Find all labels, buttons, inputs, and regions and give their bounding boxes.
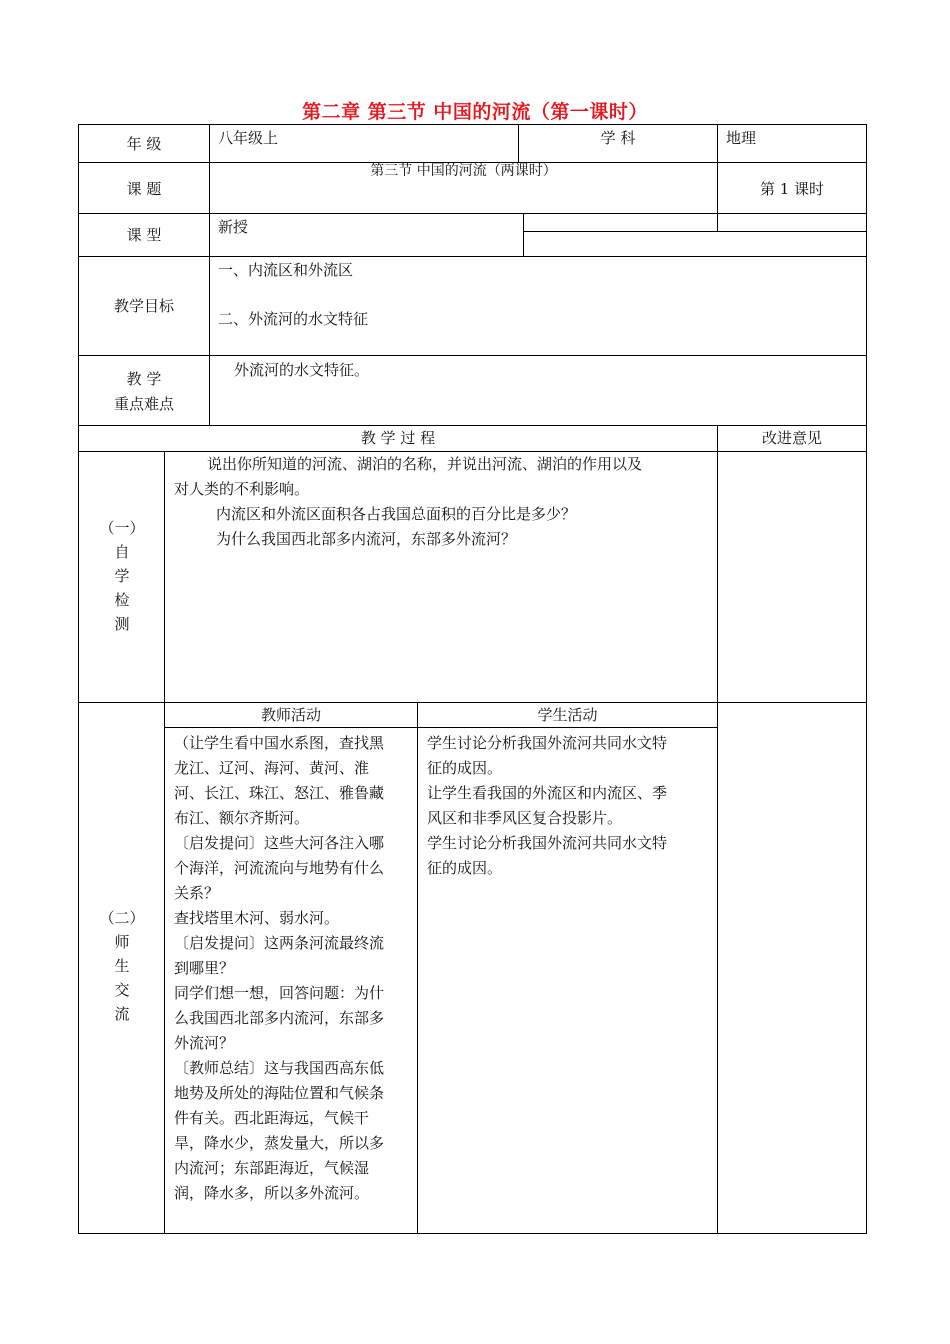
focus-value: 外流河的水文特征。: [234, 361, 370, 379]
teacher-line: 旱，降水少，蒸发量大，所以多: [174, 1134, 385, 1152]
focus-label: 教 学: [126, 370, 162, 388]
student-activity-text: [427, 731, 667, 881]
teacher-line: 关系？: [174, 884, 220, 902]
teacher-line: 么我国西北部多内流河，东部多: [174, 1009, 385, 1027]
section1-label-char: 检: [114, 591, 130, 609]
section2-label-char: 交: [114, 981, 130, 999]
row-divider: [164, 727, 717, 728]
column-divider: [717, 425, 718, 1234]
teacher-line: 河、长江、珠江、怒江、雅鲁藏: [174, 784, 385, 802]
teacher-line: 个海洋，河流流向与地势有什么: [174, 859, 385, 877]
student-line: 征的成因。: [427, 759, 503, 777]
teacher-line: 〔启发提问〕这些大河各注入哪: [174, 834, 385, 852]
row-divider: [523, 231, 867, 232]
subject-label: 学 科: [600, 129, 636, 147]
section2-label: [79, 906, 165, 1026]
section2-label-char: 师: [114, 933, 130, 951]
student-line: 风区和非季风区复合投影片。: [427, 809, 623, 827]
section1-label-char: 测: [114, 615, 130, 633]
subject-value: 地理: [726, 129, 757, 147]
teacher-line: 地势及所处的海陆位置和气候条: [174, 1084, 385, 1102]
period-value: 第 1 课时: [759, 180, 825, 198]
row-divider: [78, 256, 867, 257]
process-header: 教 学 过 程: [360, 429, 436, 447]
lesson-label: 课 题: [126, 180, 162, 198]
teacher-line: 内流河；东部距海近，气候湿: [174, 1159, 370, 1177]
teacher-line: 件有关。西北距海远，气候干: [174, 1109, 370, 1127]
row-divider: [78, 425, 867, 426]
type-value: 新授: [218, 218, 249, 236]
document-title: 第二章 第三节 中国的河流（第一课时）: [302, 101, 648, 123]
teacher-line: 布江、额尔齐斯河。: [174, 809, 310, 827]
teacher-line: 龙江、辽河、海河、黄河、淮: [174, 759, 370, 777]
teacher-line: 外流河？: [174, 1034, 235, 1052]
grade-value: 八年级上: [218, 129, 279, 147]
section1-label: [79, 516, 165, 636]
student-line: 让学生看我国的外流区和内流区、季: [427, 784, 668, 802]
teacher-activity-header: 教师活动: [260, 706, 321, 724]
teacher-line: 查找塔里木河、弱水河。: [174, 909, 340, 927]
row-divider: [78, 702, 867, 703]
section1-line: 说出你所知道的河流、湖泊的名称，并说出河流、湖泊的作用以及: [207, 455, 643, 473]
focus-label: 重点难点: [113, 395, 174, 413]
column-divider: [717, 124, 718, 232]
student-line: 征的成因。: [427, 859, 503, 877]
column-divider: [523, 213, 524, 256]
table-border-right: [866, 124, 867, 1234]
teacher-line: 同学们想一想，回答问题：为什: [174, 984, 385, 1002]
type-label: 课 型: [126, 226, 162, 244]
section1-label-char: 学: [114, 567, 130, 585]
suggestion-header: 改进意见: [761, 429, 822, 447]
row-divider: [78, 213, 867, 214]
section1-label-char: （一）: [99, 519, 145, 537]
section2-label-char: （二）: [99, 909, 145, 927]
teacher-line: 〔启发提问〕这两条河流最终流: [174, 934, 385, 952]
table-border-bottom: [78, 1233, 867, 1234]
teacher-line: 到哪里？: [174, 959, 235, 977]
section1-label-char: 自: [114, 543, 130, 561]
section2-label-char: 流: [114, 1005, 130, 1023]
section1-line: 内流区和外流区面积各占我国总面积的百分比是多少？: [216, 505, 577, 523]
row-divider: [78, 355, 867, 356]
teacher-line: （让学生看中国水系图，查找黑: [174, 734, 385, 752]
goal-item: 二、外流河的水文特征: [218, 310, 369, 328]
table-border-top: [78, 124, 867, 125]
teacher-line: 〔教师总结〕这与我国西高东低: [174, 1059, 385, 1077]
column-divider: [417, 702, 418, 1234]
row-divider: [78, 451, 867, 452]
student-activity-header: 学生活动: [537, 706, 598, 724]
student-line: 学生讨论分析我国外流河共同水文特: [427, 834, 668, 852]
section2-label-char: 生: [114, 957, 130, 975]
table-border-left: [78, 124, 79, 1234]
section1-line: 对人类的不利影响。: [174, 480, 310, 498]
lesson-value: 第三节 中国的河流（两课时）: [370, 163, 557, 179]
teacher-line: 润，降水多，所以多外流河。: [174, 1184, 370, 1202]
student-line: 学生讨论分析我国外流河共同水文特: [427, 734, 668, 752]
teacher-activity-text: [174, 731, 384, 1206]
section1-line: 为什么我国西北部多内流河，东部多外流河？: [216, 530, 517, 548]
goals-label: 教学目标: [113, 297, 174, 315]
grade-label: 年 级: [126, 135, 162, 153]
goal-item: 一、内流区和外流区: [218, 261, 354, 279]
